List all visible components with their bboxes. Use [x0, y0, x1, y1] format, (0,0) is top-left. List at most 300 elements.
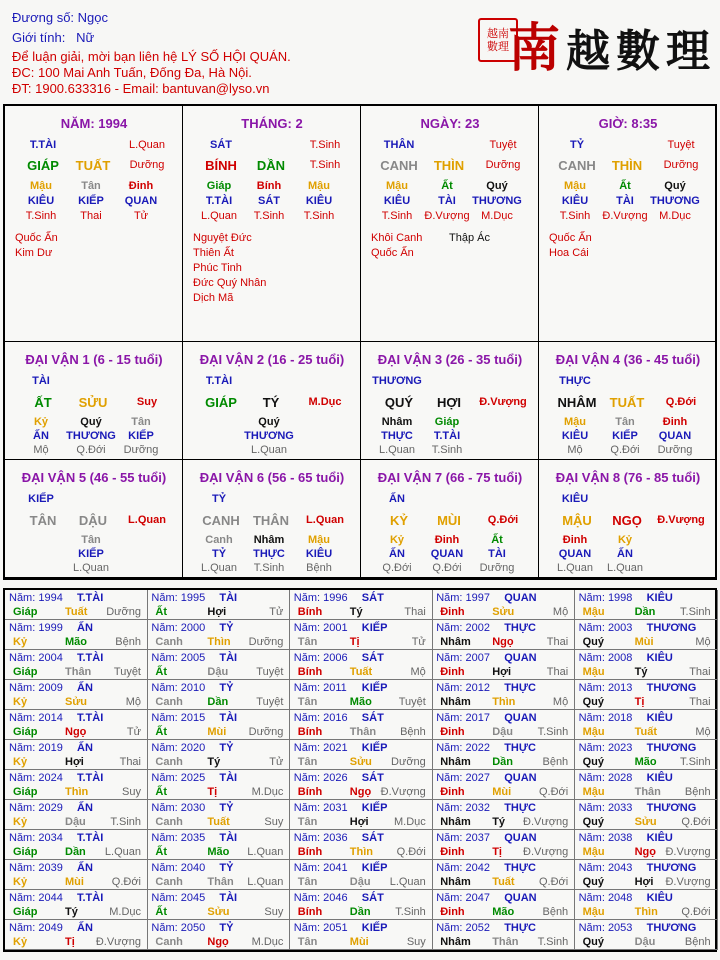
year-stem: Giáp — [13, 666, 38, 678]
year-stem: Quý — [582, 936, 604, 948]
earthly-branch: MÙI — [437, 513, 461, 528]
year-stem: Quý — [582, 756, 604, 768]
year-cell — [147, 710, 290, 740]
year-branch: Thìn — [349, 846, 374, 858]
year-god: TỶ — [219, 802, 234, 814]
year-state: Tử — [269, 606, 284, 618]
year-label: Năm: 2032 — [436, 802, 491, 814]
year-label: Năm: 2026 — [293, 772, 348, 784]
year-cell — [575, 590, 718, 620]
year-state: T.Sinh — [537, 936, 569, 948]
year-god: KIÊU — [646, 892, 673, 904]
hidden-state: Q.Đới — [382, 562, 412, 574]
gender-value: Nữ — [76, 30, 95, 45]
year-stem: Tân — [297, 876, 318, 888]
year-cell — [432, 680, 575, 710]
year-branch: Ngọ — [634, 846, 656, 858]
year-stem: Tân — [297, 816, 318, 828]
year-god: THỰC — [504, 862, 536, 874]
hidden-god: TÀI — [616, 195, 634, 207]
year-label: Năm: 2051 — [293, 922, 348, 934]
year-branch: Tý — [492, 816, 506, 828]
year-cell — [290, 650, 433, 680]
star-name: Kim Dư — [15, 247, 53, 259]
year-branch: Tuất — [492, 876, 515, 888]
year-state: Thai — [546, 636, 569, 648]
hidden-god: QUAN — [430, 548, 464, 560]
earthly-branch: DẬU — [78, 513, 108, 528]
year-label: Năm: 2000 — [151, 622, 206, 634]
year-state: Suy — [264, 906, 284, 918]
year-label: Năm: 2034 — [9, 832, 63, 844]
year-branch: Mão — [634, 756, 657, 768]
year-stem: Nhâm — [440, 816, 471, 828]
hidden-god: SÁT — [258, 195, 280, 207]
dai-van-8 — [539, 460, 717, 578]
year-stem: Kỷ — [13, 816, 28, 828]
year-cell — [432, 770, 575, 800]
year-branch: Mùi — [65, 876, 84, 888]
year-label: Năm: 2002 — [436, 622, 491, 634]
year-state: Dưỡng — [248, 726, 284, 738]
year-god: THỰC — [504, 622, 536, 634]
year-label: Năm: 1994 — [9, 592, 63, 604]
year-cell — [147, 920, 290, 950]
dai-van-god: KIÊU — [561, 493, 589, 505]
hidden-state: L.Quan — [200, 210, 238, 222]
dai-van-god: T.TÀI — [205, 375, 233, 387]
star-name: Phúc Tinh — [193, 262, 242, 274]
year-state: Đ.Vượng — [665, 876, 711, 888]
hidden-stem: Quý — [80, 416, 102, 428]
year-cell — [5, 740, 148, 770]
year-cell — [147, 800, 290, 830]
year-god: ẤN — [77, 802, 93, 814]
year-label: Năm: 2047 — [436, 892, 491, 904]
dai-van-god: THƯƠNG — [372, 375, 422, 387]
pillar-god: THÂN — [383, 139, 415, 151]
year-branch: Tuất — [65, 606, 88, 618]
year-label: Năm: 2050 — [151, 922, 206, 934]
year-label: Năm: 2013 — [578, 682, 633, 694]
year-label: Năm: 2041 — [293, 862, 348, 874]
year-god: KIÊU — [646, 652, 673, 664]
year-branch: Hợi — [207, 606, 227, 618]
year-branch: Thìn — [634, 906, 658, 918]
dai-van-title: ĐẠI VẬN 1 (6 - 15 tuổi) — [25, 352, 163, 367]
hidden-state: Mộ — [567, 444, 583, 456]
hidden-state: Tử — [133, 210, 149, 222]
earthly-branch: THÌN — [433, 158, 465, 173]
year-god: THƯƠNG — [646, 922, 697, 934]
year-cell — [147, 740, 290, 770]
year-state: Q.Đới — [111, 876, 141, 888]
hidden-state: L.Quan — [72, 562, 110, 574]
hidden-state: Đ.Vượng — [424, 210, 470, 222]
year-label: Năm: 2029 — [9, 802, 63, 814]
year-cell — [290, 800, 433, 830]
year-cell — [290, 710, 433, 740]
dai-van-state: L.Quan — [306, 514, 344, 526]
year-state: Thai — [689, 666, 711, 678]
earthly-branch: NGỌ — [612, 513, 642, 528]
year-cell — [575, 830, 718, 860]
year-god: KIẾP — [361, 622, 388, 634]
hidden-state: T.Sinh — [431, 444, 463, 456]
year-cell — [5, 860, 148, 890]
star-name: Thiên Ất — [193, 247, 234, 259]
year-label: Năm: 2039 — [9, 862, 63, 874]
year-state: Thai — [119, 756, 141, 768]
hidden-god: QUAN — [658, 430, 692, 442]
hidden-stem: Ất — [441, 180, 453, 192]
year-branch: Hợi — [349, 816, 369, 828]
year-cell — [575, 890, 718, 920]
year-state: Tuyệt — [113, 666, 141, 678]
year-god: KIÊU — [646, 772, 673, 784]
year-stem: Quý — [582, 696, 604, 708]
year-cell — [432, 800, 575, 830]
hidden-state: Q.Đới — [76, 444, 106, 456]
year-cell — [575, 680, 718, 710]
hidden-state: Thai — [80, 210, 102, 222]
year-branch: Tị — [492, 846, 502, 858]
year-branch: Dậu — [492, 726, 513, 738]
year-state: Q.Đới — [681, 906, 711, 918]
year-cell — [5, 920, 148, 950]
heavenly-stem: KỶ — [389, 513, 409, 528]
logo-text: 南越數理 — [508, 18, 717, 79]
earthly-branch: SỬU — [78, 395, 108, 410]
year-cell — [432, 830, 575, 860]
year-label: Năm: 2023 — [578, 742, 633, 754]
dai-van-6 — [183, 460, 361, 578]
year-cell — [5, 710, 148, 740]
year-stem: Đinh — [440, 846, 465, 858]
year-state: Dưỡng — [248, 636, 284, 648]
year-stem: Nhâm — [440, 636, 471, 648]
heavenly-stem: CANH — [202, 513, 240, 528]
year-state: M.Dục — [394, 816, 426, 828]
year-cell — [432, 590, 575, 620]
year-branch: Ngọ — [492, 636, 514, 648]
pillar-top-right: T.Sinh — [309, 139, 341, 151]
pillar-top-right: Tuyệt — [489, 139, 517, 151]
year-stem: Bính — [297, 726, 323, 738]
year-branch: Sửu — [207, 906, 230, 918]
hidden-state: T.Sinh — [303, 210, 335, 222]
dai-van-state: Đ.Vượng — [657, 514, 705, 526]
year-god: TÀI — [219, 892, 238, 904]
year-state: Q.Đới — [681, 816, 711, 828]
year-branch: Tý — [349, 606, 363, 618]
year-cell — [432, 890, 575, 920]
year-state: M.Dục — [251, 786, 284, 798]
year-state: Tử — [269, 756, 284, 768]
year-branch: Hợi — [492, 666, 512, 678]
year-branch: Tuất — [634, 726, 657, 738]
year-stem: Giáp — [13, 726, 38, 738]
hidden-state: T.Sinh — [253, 210, 285, 222]
hidden-stem: Giáp — [434, 416, 460, 428]
hidden-stem: Mậu — [564, 180, 586, 192]
hidden-god: KIẾP — [612, 430, 638, 442]
year-branch: Sửu — [65, 696, 88, 708]
hidden-stem: Nhâm — [253, 534, 285, 546]
year-label: Năm: 2011 — [293, 682, 347, 694]
year-label: Năm: 2012 — [436, 682, 491, 694]
heavenly-stem: ẤT — [34, 395, 52, 410]
heavenly-stem: GIÁP — [27, 158, 59, 173]
hidden-stem: Mậu — [564, 416, 586, 428]
year-cell — [575, 650, 718, 680]
year-god: T.TÀI — [77, 772, 104, 784]
seal-stamp: 越南數理 — [478, 18, 518, 62]
year-label: Năm: 2004 — [9, 652, 63, 664]
year-branch: Thân — [349, 726, 377, 738]
pillar-2 — [183, 106, 361, 342]
hidden-stem: Tân — [615, 416, 635, 428]
year-state: T.Sinh — [110, 816, 141, 828]
year-branch: Tý — [634, 666, 648, 678]
year-cell — [290, 680, 433, 710]
star-name: Quốc Ấn — [15, 232, 58, 244]
hidden-god: TÀI — [488, 548, 506, 560]
year-god: TÀI — [219, 592, 238, 604]
heavenly-stem: MẬU — [562, 513, 592, 528]
pillar-1 — [5, 106, 183, 342]
dai-van-3 — [361, 342, 539, 460]
hidden-god: KIÊU — [561, 195, 589, 207]
year-god: SÁT — [361, 652, 384, 664]
heavenly-stem: CANH — [380, 158, 418, 173]
year-label: Năm: 2018 — [578, 712, 633, 724]
year-god: ẤN — [77, 742, 93, 754]
year-cell — [290, 860, 433, 890]
hidden-stem: Bính — [256, 180, 282, 192]
year-god: THƯƠNG — [646, 862, 697, 874]
year-stem: Nhâm — [440, 876, 471, 888]
year-branch: Tị — [634, 696, 645, 708]
hidden-state: L.Quan — [556, 562, 594, 574]
year-branch: Mùi — [492, 786, 512, 798]
year-label: Năm: 2030 — [151, 802, 206, 814]
star-name: Quốc Ấn — [371, 247, 414, 259]
year-label: Năm: 2015 — [151, 712, 206, 724]
owner-name: Ngọc — [77, 10, 109, 25]
star-name: Thập Ác — [449, 232, 490, 244]
year-god: THƯƠNG — [646, 742, 697, 754]
hidden-god: QUAN — [558, 548, 592, 560]
dai-van-1 — [5, 342, 183, 460]
year-cell — [432, 920, 575, 950]
year-label: Năm: 1999 — [9, 622, 63, 634]
year-branch: Dần — [634, 606, 656, 618]
year-label: Năm: 2040 — [151, 862, 206, 874]
pillar-state: Dưỡng — [485, 159, 521, 171]
hidden-stem: Mậu — [30, 180, 52, 192]
year-label: Năm: 1995 — [151, 592, 206, 604]
year-cell — [290, 830, 433, 860]
hidden-state: Bệnh — [306, 562, 332, 574]
year-cell — [5, 770, 148, 800]
year-cell — [432, 620, 575, 650]
year-branch: Dần — [492, 756, 513, 768]
dai-van-title: ĐẠI VẬN 7 (66 - 75 tuổi) — [377, 470, 523, 485]
year-god: THỰC — [504, 922, 536, 934]
year-label: Năm: 2001 — [293, 622, 348, 634]
year-stem: Giáp — [13, 606, 38, 618]
earthly-branch: DẦN — [256, 158, 286, 173]
hidden-stem: Tân — [131, 416, 151, 428]
hidden-god: QUAN — [124, 195, 158, 207]
year-stem: Kỷ — [13, 696, 28, 708]
year-god: QUAN — [504, 772, 537, 784]
hidden-stem: Mậu — [308, 534, 330, 546]
year-god: T.TÀI — [77, 592, 104, 604]
year-state: M.Dục — [109, 906, 141, 918]
year-god: ẤN — [77, 922, 93, 934]
year-cell — [5, 590, 148, 620]
year-branch: Mùi — [634, 636, 654, 648]
pillar-god: T.TÀI — [29, 139, 57, 151]
year-cell — [5, 650, 148, 680]
year-label: Năm: 2033 — [578, 802, 633, 814]
year-stem: Nhâm — [440, 936, 471, 948]
year-branch: Tý — [65, 906, 78, 918]
hidden-state: L.Quan — [606, 562, 644, 574]
year-branch: Dần — [349, 906, 371, 918]
year-label: Năm: 2048 — [578, 892, 633, 904]
year-cell — [432, 740, 575, 770]
earthly-branch: TUẤT — [609, 395, 645, 410]
year-label: Năm: 1996 — [293, 592, 348, 604]
year-branch: Sửu — [492, 606, 515, 618]
star-name: Hoa Cái — [549, 247, 589, 259]
year-stem: Kỷ — [13, 636, 28, 648]
year-cell — [575, 710, 718, 740]
dai-van-title: ĐẠI VẬN 5 (46 - 55 tuổi) — [21, 470, 167, 485]
year-stem: Canh — [155, 756, 183, 768]
hidden-stem: Đinh — [662, 416, 688, 428]
pillar-3 — [361, 106, 539, 342]
year-label: Năm: 2053 — [578, 922, 633, 934]
year-state: Suy — [406, 936, 426, 948]
dai-van-title: ĐẠI VẬN 3 (26 - 35 tuổi) — [377, 352, 523, 367]
year-state: Bệnh — [684, 936, 711, 948]
year-label: Năm: 2003 — [578, 622, 633, 634]
heavenly-stem: QUÝ — [384, 395, 414, 410]
year-god: KIẾP — [361, 922, 388, 934]
year-god: SÁT — [361, 712, 384, 724]
year-label: Năm: 2017 — [436, 712, 491, 724]
year-cell — [290, 740, 433, 770]
year-branch: Sửu — [349, 756, 372, 768]
hidden-state: Đ.Vượng — [602, 210, 648, 222]
year-state: Bệnh — [400, 726, 426, 738]
year-cell — [147, 620, 290, 650]
hidden-stem: Quý — [664, 180, 686, 192]
earthly-branch: THÂN — [252, 513, 290, 528]
hidden-god: ẤN — [33, 430, 49, 442]
year-label: Năm: 2019 — [9, 742, 63, 754]
year-label: Năm: 2007 — [436, 652, 491, 664]
hidden-god: KIÊU — [383, 195, 411, 207]
year-stem: Giáp — [13, 786, 38, 798]
hidden-god: THƯƠNG — [244, 430, 294, 442]
year-state: Thai — [689, 696, 711, 708]
year-label: Năm: 2028 — [578, 772, 633, 784]
year-god: QUAN — [504, 592, 537, 604]
hidden-stem: Đinh — [128, 180, 154, 192]
year-cell — [575, 620, 718, 650]
year-stem: Bính — [297, 786, 323, 798]
year-state: Mộ — [410, 666, 426, 678]
year-branch: Thìn — [492, 696, 516, 708]
year-branch: Hợi — [65, 756, 84, 768]
earthly-branch: TUẤT — [75, 158, 111, 173]
year-stem: Giáp — [13, 906, 38, 918]
year-stem: Bính — [297, 906, 323, 918]
year-god: KIÊU — [646, 832, 673, 844]
year-state: Tử — [411, 636, 426, 648]
year-cell — [575, 800, 718, 830]
year-cell — [575, 770, 718, 800]
year-state: Đ.Vượng — [523, 846, 569, 858]
year-state: Tử — [126, 726, 141, 738]
hidden-stem: Quý — [486, 180, 508, 192]
year-label: Năm: 2025 — [151, 772, 206, 784]
gender-line: Giới tính: Nữ — [12, 30, 95, 45]
year-god: KIẾP — [361, 862, 388, 874]
year-label: Năm: 2006 — [293, 652, 348, 664]
hidden-stem: Giáp — [206, 180, 232, 192]
year-state: Bệnh — [684, 786, 711, 798]
hidden-stem: Tân — [81, 534, 101, 546]
year-cell — [290, 590, 433, 620]
year-branch: Ngọ — [207, 936, 229, 948]
year-label: Năm: 2045 — [151, 892, 206, 904]
year-label: Năm: 2038 — [578, 832, 633, 844]
year-stem: Canh — [155, 876, 183, 888]
year-luck-table — [3, 588, 717, 952]
hidden-stem: Kỷ — [617, 534, 633, 546]
year-branch: Dậu — [207, 666, 229, 678]
hidden-stem: Canh — [205, 534, 233, 546]
hidden-state: T.Sinh — [253, 562, 285, 574]
hidden-state: L.Quan — [200, 562, 238, 574]
year-state: Q.Đới — [396, 846, 426, 858]
year-cell — [575, 860, 718, 890]
hidden-god: KIẾP — [78, 548, 104, 560]
star-name: Khôi Canh — [371, 232, 423, 244]
year-stem: Canh — [155, 636, 183, 648]
year-state: T.Sinh — [680, 756, 711, 768]
year-stem: Ất — [155, 906, 167, 918]
year-stem: Mậu — [582, 726, 605, 738]
year-label: Năm: 2044 — [9, 892, 63, 904]
year-branch: Mão — [65, 636, 87, 648]
year-cell — [5, 680, 148, 710]
hidden-state: M.Dục — [659, 210, 691, 222]
hidden-stem: Ất — [491, 534, 503, 546]
year-stem: Đinh — [440, 606, 465, 618]
year-label: Năm: 2024 — [9, 772, 63, 784]
hidden-state: L.Quan — [378, 444, 416, 456]
hidden-state: L.Quan — [250, 444, 288, 456]
year-branch: Tị — [349, 636, 360, 648]
year-branch: Mùi — [207, 726, 227, 738]
